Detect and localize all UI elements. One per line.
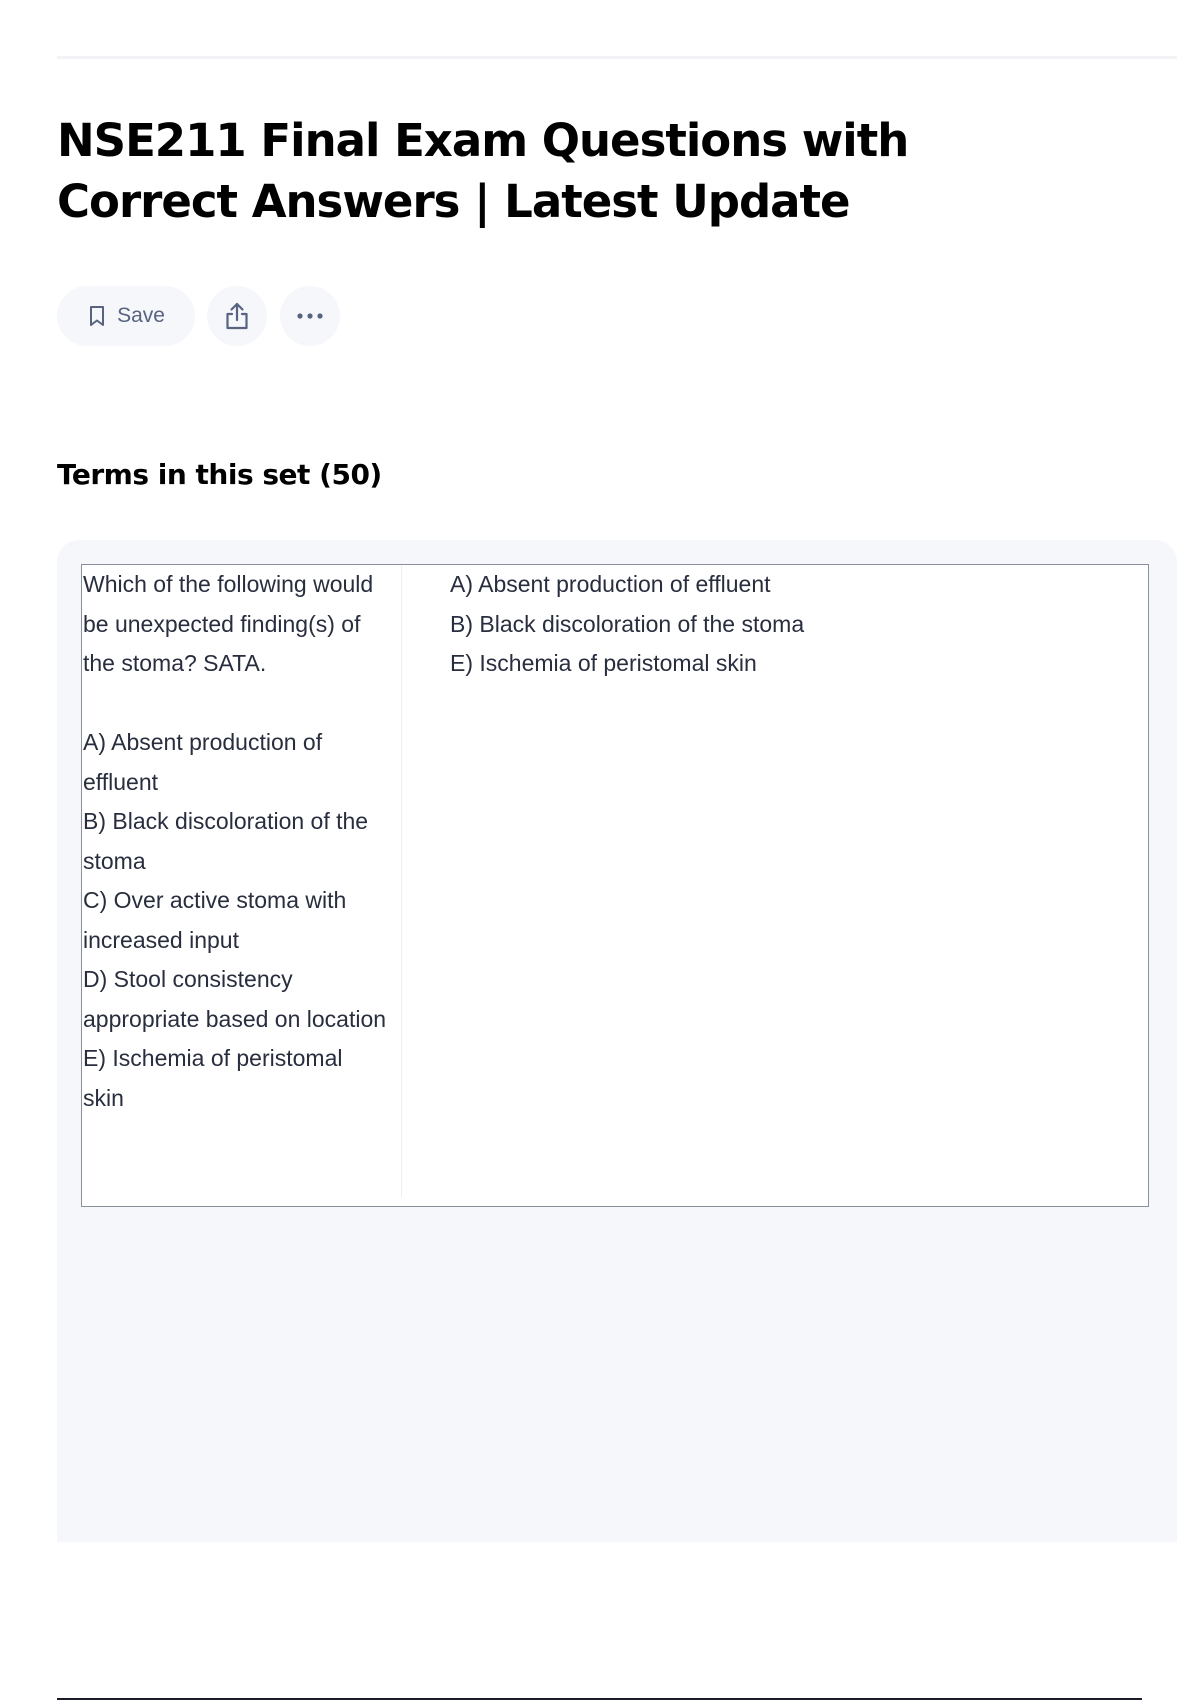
save-button-label: Save	[117, 304, 165, 327]
term-answer: A) Absent production of effluent B) Black discoloration of the stoma E) Ischemia of peristomal skin	[450, 571, 805, 676]
share-icon	[223, 301, 251, 331]
terms-heading: Terms in this set (50)	[57, 458, 382, 491]
more-options-button[interactable]	[280, 286, 340, 346]
term-divider	[401, 565, 402, 1197]
top-divider	[57, 56, 1177, 59]
term-card[interactable]	[81, 564, 1149, 1207]
term-question: Which of the following would be unexpected finding(s) of the stoma? SATA. A) Absent production of effluent B) Black discoloration of the stoma C) Over active stoma with increased input D) Stool consistency appropriate based on location E) Ischemia of peristomal skin	[83, 571, 387, 1111]
save-button[interactable]	[57, 286, 195, 346]
share-button[interactable]	[207, 286, 267, 346]
page-title: NSE211 Final Exam Questions with Correct Answers | Latest Update	[57, 114, 909, 228]
terms-list	[57, 540, 1177, 1542]
more-horizontal-icon	[295, 312, 325, 320]
bookmark-icon	[87, 305, 107, 327]
